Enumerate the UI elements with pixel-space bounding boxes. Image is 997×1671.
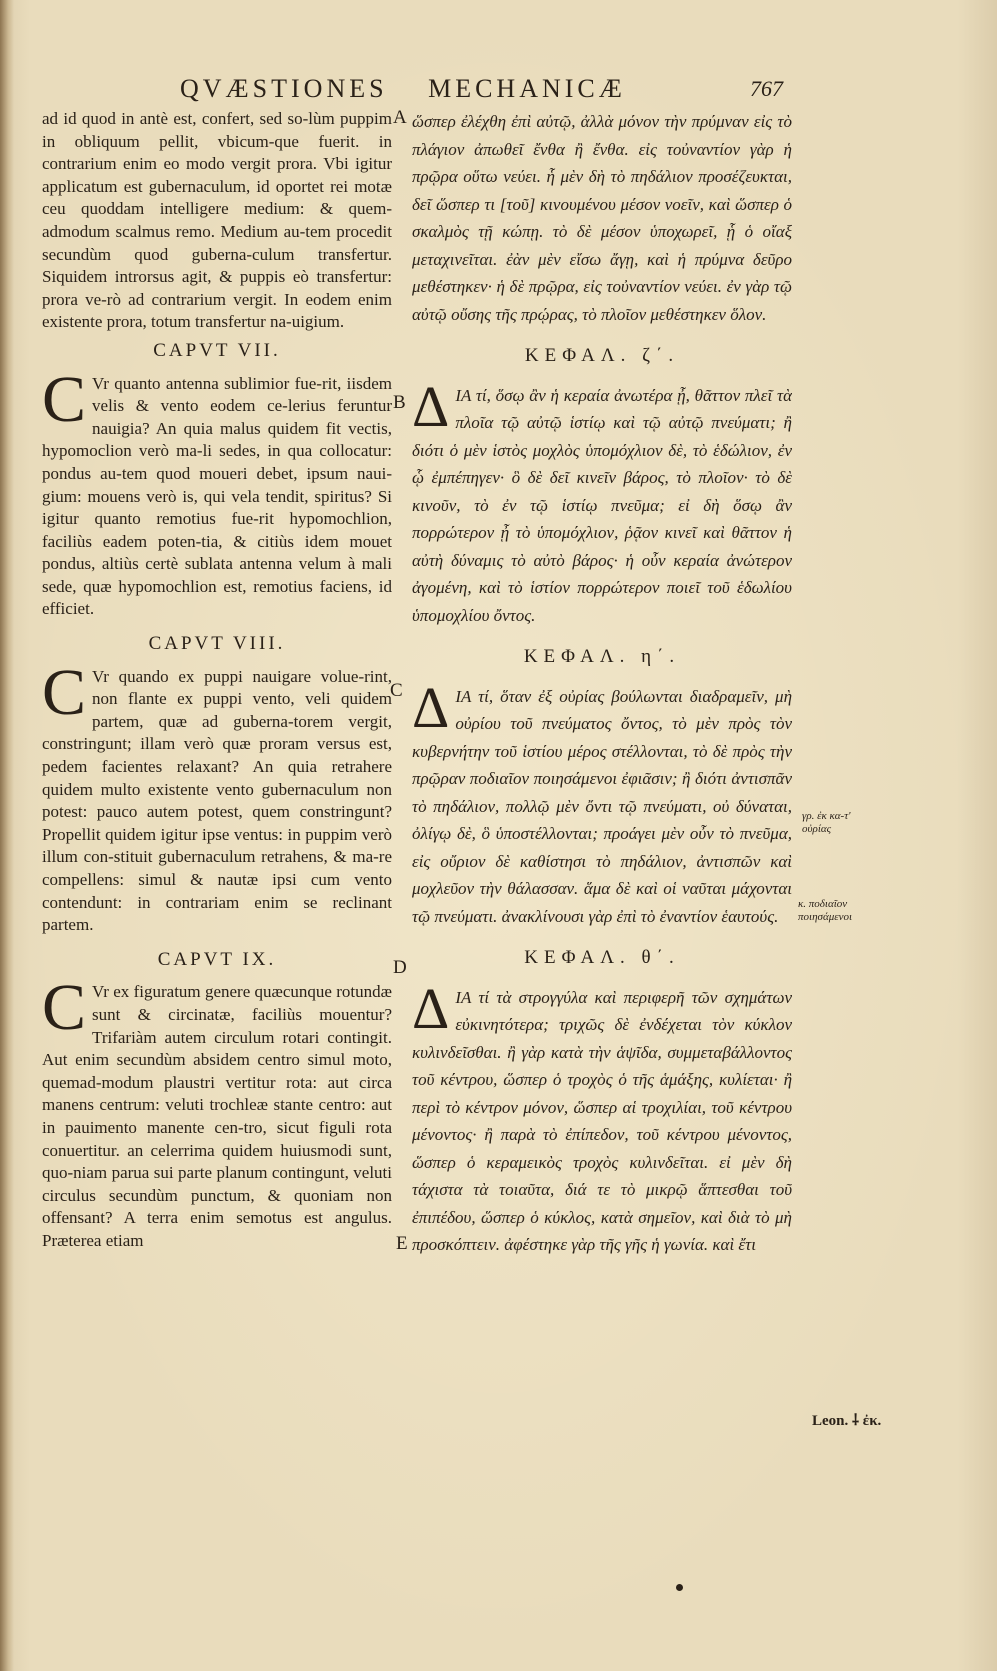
greek-chapter-7-title: ΚΕΦΑΛ. ζ΄. bbox=[524, 345, 680, 366]
page-number: 767 bbox=[750, 76, 783, 101]
margin-letter-e: E bbox=[396, 1233, 408, 1254]
latin-chapter-9-initial: C bbox=[42, 971, 87, 1045]
latin-chapter-7-initial: C bbox=[42, 362, 87, 436]
greek-chapter-9-initial: Δ bbox=[412, 975, 450, 1041]
greek-chapter-9-body: ΙΑ τί τὰ στρογγύλα καὶ περιφερῆ τῶν σχημάτων εὐκινητότερα; τριχῶς δὲ ἐνδέχεται τὸν κύκλον κυλινδεῖσθαι. ἢ γὰρ κατὰ τὴν ἁψῖδα, συμμεταβάλλοντος τοῦ κέντρου, ὥσπερ ὁ τροχὸς ὁ τῆς ἁμάξης, κυλίεται· ἢ περὶ τὸ κέντρον μόνον, ὥσπερ αἱ τροχιλίαι, τοῦ κέντρου μένοντος· ἢ παρὰ τὸ ἐπίπεδον, τοῦ κέντρου μένοντος, ὥσπερ ὁ κεραμεικὸς τροχὸς κυλινδεῖται. εἰ μὲν δὴ τάχιστα τὰ τοιαῦτα, διά τε τὸ μικρῷ ἅπτεσθαι τοῦ ἐπιπέδου, ὥσπερ ὁ κύκλος, κατὰ σημεῖον, καὶ διὰ τὸ μὴ προσκόπτειν. ἀφέστηκε γὰρ τῆς γῆς ἡ γωνία. καὶ ἔτι bbox=[412, 987, 792, 1254]
greek-chapter-8-title: ΚΕΦΑΛ. η΄. bbox=[523, 646, 681, 667]
latin-chapter-8-body: Vr quando ex puppi nauigare volue-rint, non flante ex puppi vento, veli quidem partem, quæ ad guberna-torem vergit, constringunt; illam verò quæ proram versus est, pedem facientes relaxant? An quia retrahere quidem multo existente vento gubernaculum non potest: pauco autem potest, quem constringunt? Propellit quidem igitur ipse ventus: in puppim verò illum con-stituit gubernaculum retrahens, & ma-re compellens: simul & nautæ ipsi cum vento contendunt: in contrariam enim se reclinant partem. bbox=[42, 666, 392, 935]
margin-note-variant-reading: γρ. ἐκ κα-τ' οὐρίας bbox=[802, 810, 851, 835]
latin-chapter-9-title: CAPVT IX. bbox=[157, 948, 277, 970]
latin-chapter-7-title: CAPVT VII. bbox=[153, 339, 281, 361]
running-head-left: QVÆSTIONES bbox=[180, 74, 388, 103]
latin-chapter-9-body: Vr ex figuratum genere quæcunque rotundæ sunt & circinatæ, faciliùs mouentur? Trifariàm autem circulum rotari contingit. Aut enim secundùm absidem centro simul moto, quemad-modum plaustri vertitur rota: aut circa manens centrum: veluti trochleæ stante centro: aut in pauimento manente cen-tro, sicut figuli rota conuertitur. an celerrima quidem huiusmodi sunt, quo-niam parua sui parte planum contingunt, veluti circulus secundùm punctum, & quoniam non offensant? A terra enim semotus est angulus. Præterea etiam bbox=[42, 982, 392, 1250]
greek-chapter-7-body: ΙΑ τί, ὅσῳ ἂν ἡ κεραία ἀνωτέρα ᾖ, θᾶττον πλεῖ τὰ πλοῖα τῷ αὐτῷ ἱστίῳ καὶ τῷ αὐτῷ πνεύματι; ἢ διότι ὁ μὲν ἱστὸς μοχλὸς ὑπομόχλιον δὲ, τὸ ἑδώλιον, ἐν ᾧ ἐμπέπηγεν· ὃ δὲ δεῖ κινεῖν βάρος, τὸ πλοῖον· τὸ δὲ κινοῦν, τὸ ἐν τῷ ἱστίῳ πνεῦμα; εἰ δὴ ὅσῳ ἂν πορρώτερον ᾖ τὸ ὑπομόχλιον, ῥᾷον κινεῖ καὶ θᾶττον ἡ αὐτὴ δύναμις τὸ αὐτὸ βάρος· ἡ οὖν κεραία ἀνώτερον ἀγομένη, καὶ τὸ ἱστίον πορρώτερον ποιεῖ τοῦ ἑδωλίου ὑπομοχλίου ὄντος. bbox=[412, 385, 792, 625]
greek-chapter-7-initial: Δ bbox=[412, 373, 450, 439]
greek-chapter-8-body: ΙΑ τί, ὅταν ἐξ οὐρίας βούλωνται διαδραμεῖν, μὴ οὐρίου τοῦ πνεύματος ὄντος, τὸ μὲν πρὸς τὸν κυβερνήτην τοῦ ἱστίου μέρος στέλλονται, τὸ δὲ πρὸς τὴν πρῷραν ποδιαῖον ποιησάμενοι ἐφιᾶσιν; ἢ διότι ἀντισπᾶν τὸ πηδάλιον, πολλῷ μὲν ὄντι τῷ πνεύματι, οὐ δύναται, ὀλίγῳ δὲ, ὃ ὑποστέλλονται; προάγει μὲν οὖν τὸ πνεῦμα, εἰς οὔριον δὲ καθίστησι τὸ πηδάλιον, ἀντισπῶν καὶ μοχλεῦον τὴν θάλασσαν. ἅμα δὲ καὶ οἱ ναῦται μάχονται τῷ πνεύματι. ἀνακλίνουσι γὰρ ἐπὶ τὸ ἐναντίον ἑαυτούς. bbox=[412, 686, 792, 926]
margin-note-podiaion: κ. ποδιαῖον ποιησάμενοι bbox=[798, 898, 853, 923]
margin-note-leon: Leon. ⸸ ἐκ. bbox=[812, 1413, 882, 1429]
margin-letter-d: D bbox=[393, 957, 407, 978]
greek-chapter-7-text bbox=[412, 373, 792, 630]
greek-intro: ὥσπερ ἐλέχθη ἐπὶ αὐτῷ, ἀλλὰ μόνον τὴν πρύμναν εἰς τὸ πλάγιον ἀπωθεῖ ἔνθα ἢ ἔνθα. εἰς τοὐναντίον γὰρ ἡ πρῷρα οὕτω νεύει. ἧ μὲν δὴ τὸ πηδάλιον προσέζευκται, δεῖ ὥσπερ τι [τοῦ] κινουμένου μέσον νοεῖν, καὶ ὥσπερ ὁ σκαλμὸς τῇ κώπῃ. τὸ δὲ μέσον ὑποχωρεῖ, ᾗ ὁ οἴαξ μεταχινεῖται. ἐὰν μὲν εἴσω ἄγῃ, καὶ ἡ πρύμνα δεῦρο μεθέστηκεν· ἡ δὲ πρῷρα, εἰς τοὐναντίον νεύει. ἐν γὰρ τῷ αὐτῷ οὔσης τῆς πρῴρας, τὸ πλοῖον μεθέστηκεν ὅλον. bbox=[412, 112, 792, 324]
greek-chapter-8-text bbox=[412, 674, 792, 931]
greek-column bbox=[412, 108, 792, 1259]
latin-intro: ad id quod in antè est, confert, sed so-lùm puppim in obliquum pellit, vbicum-que fuerit. in contrarium enim eo modo vergit prora. Vbi igitur applicatum est gubernaculum, id oportet rei motæ ceu quoddam intelligere medium: & quem-admodum scalmus remo. Medium au-tem procedit secundùm quod guberna-culum transfertur. Siquidem introrsus agit, & puppis eò transfertur: prora ve-rò ad contrarium vergit. In eodem enim existente prora, totum transfertur na-uigium. bbox=[42, 109, 392, 332]
greek-chapter-8-initial: Δ bbox=[412, 674, 450, 740]
greek-chapter-9-text bbox=[412, 975, 792, 1259]
margin-letter-c: C bbox=[390, 680, 403, 701]
margin-letter-a: A bbox=[393, 107, 407, 128]
latin-column bbox=[42, 108, 392, 1253]
latin-chapter-7-body: Vr quanto antenna sublimior fue-rit, iisdem velis & vento eodem ce-lerius feruntur nauigia? An quia malus quidem fit vectis, hypomoclion verò ma-li sedes, in qua collocatur: pondus au-tem quod moueri debet, ipsum naui-gium: mouens verò is, qui vela tendit, spiritus? Si igitur quanto remotius fue-rit hypomochlion, faciliùs eadem poten-tia, & citiùs idem mouet pondus, altiùs certè sublata antenna velum à mali sede, quæ hypomochlion est, remotius faciens, id efficiet. bbox=[42, 373, 392, 619]
latin-chapter-9-text bbox=[42, 971, 392, 1252]
book-spine-shadow bbox=[0, 0, 14, 1671]
latin-chapter-8-initial: C bbox=[42, 655, 87, 729]
latin-chapter-8-title: CAPVT VIII. bbox=[148, 633, 286, 655]
ink-dot bbox=[676, 1584, 683, 1591]
margin-letter-b: B bbox=[393, 392, 406, 413]
greek-chapter-9-title: ΚΕΦΑΛ. θ΄. bbox=[524, 947, 680, 968]
latin-chapter-7-text bbox=[42, 362, 392, 622]
latin-chapter-8-text bbox=[42, 655, 392, 937]
running-head bbox=[180, 74, 800, 104]
running-head-right: MECHANICÆ bbox=[428, 74, 626, 103]
